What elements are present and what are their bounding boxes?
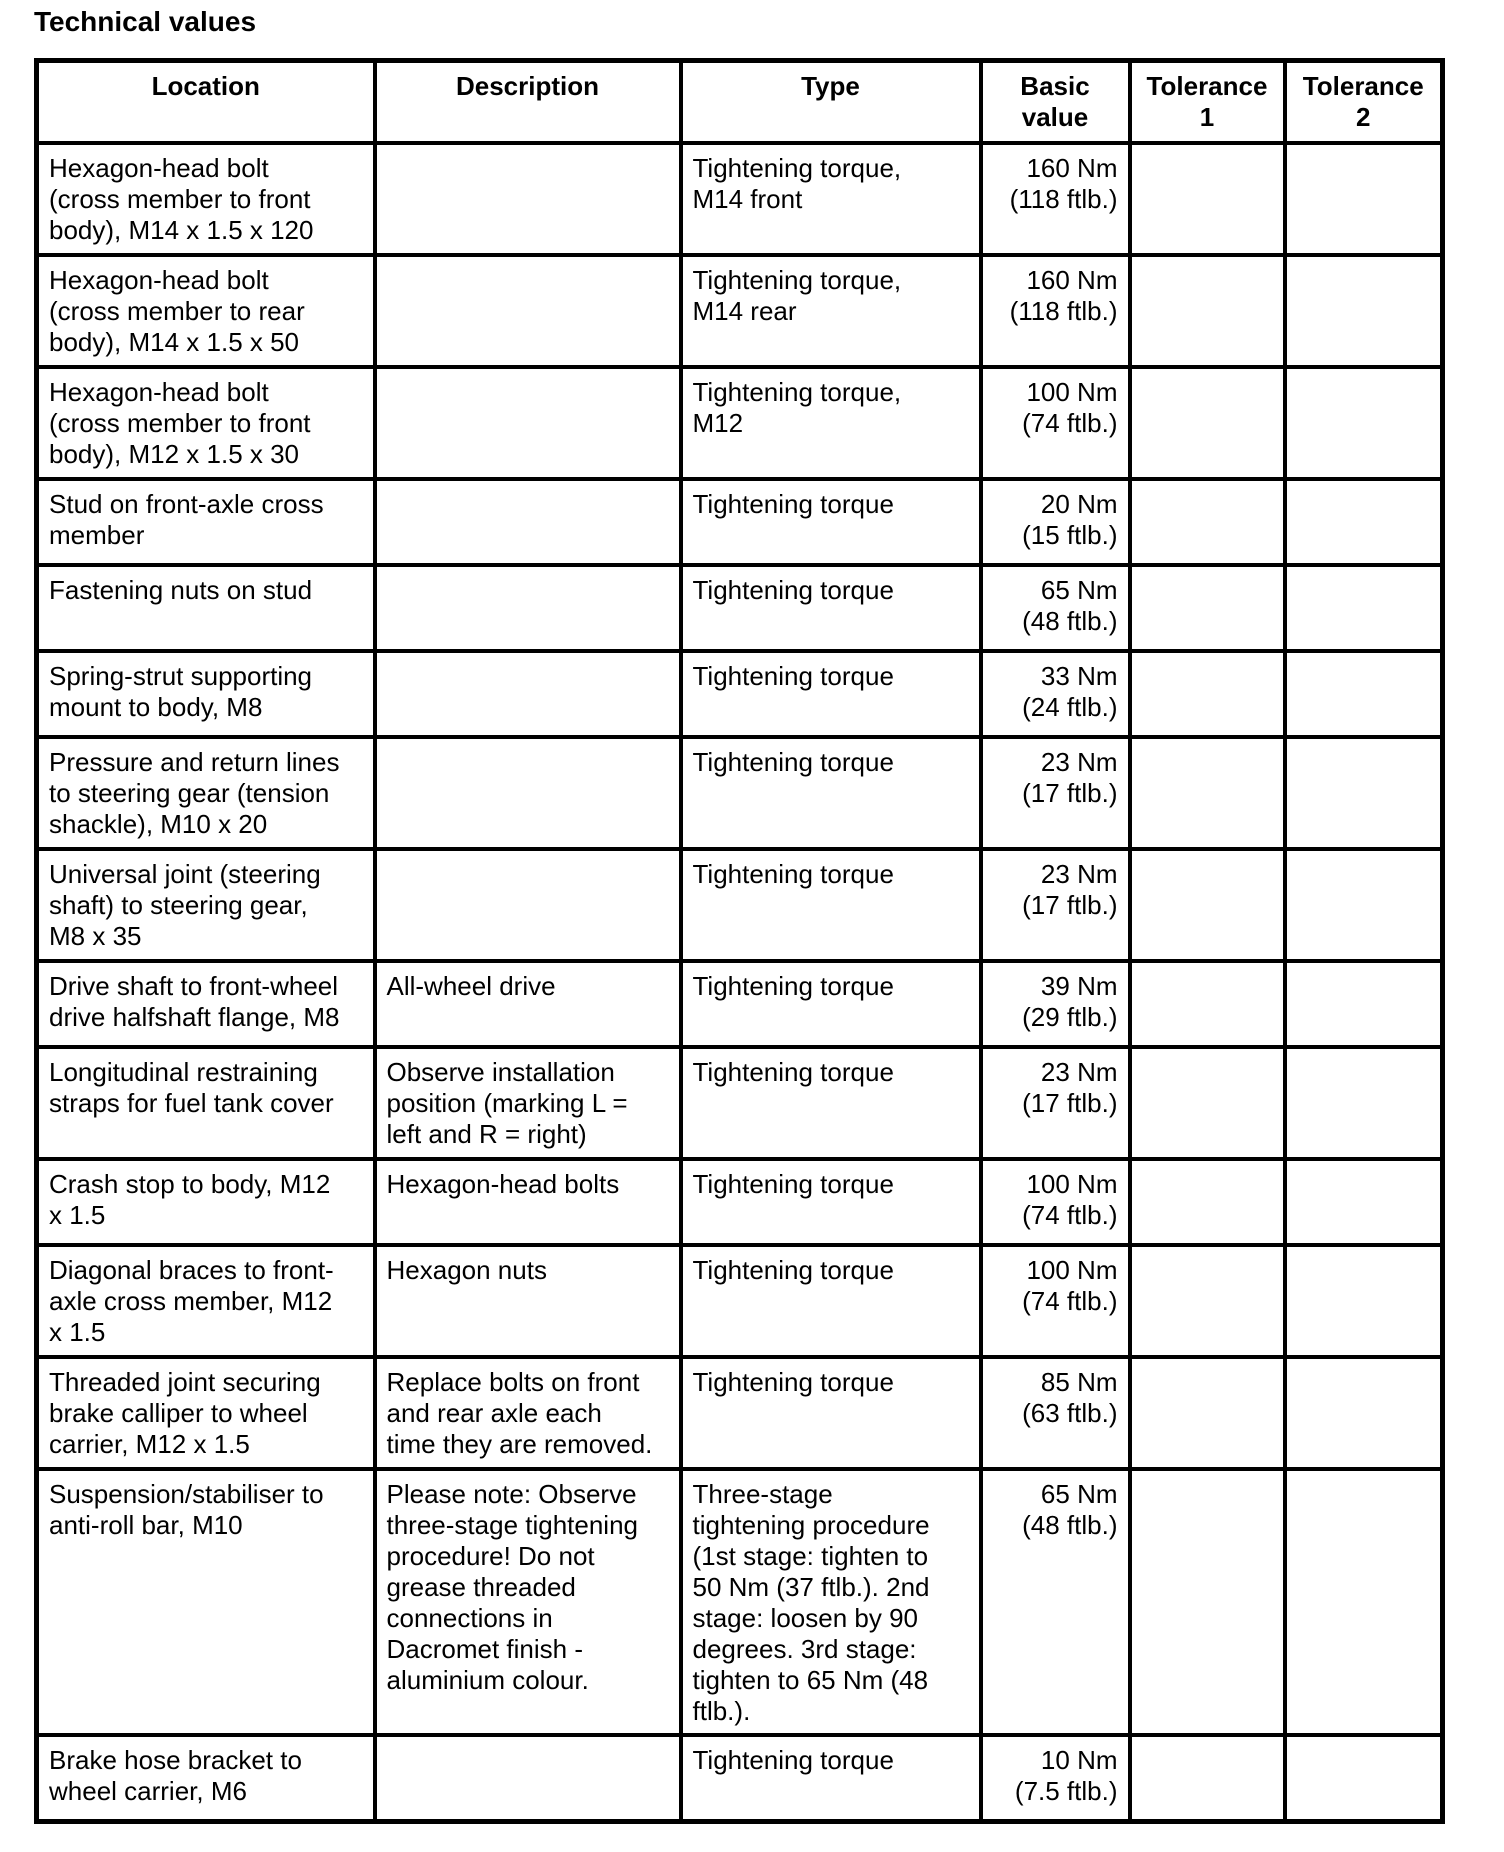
tolerance-2-cell: [1285, 255, 1443, 367]
basic-value-cell: [981, 1357, 1130, 1469]
location-cell: [37, 1469, 375, 1735]
table-row: [37, 1357, 1443, 1469]
column-header-description: Description: [375, 61, 681, 144]
type-cell-text: Tightening torque: [692, 747, 894, 777]
location-cell-text: Longitudinal restraining straps for fuel tank cover: [49, 1057, 334, 1118]
type-cell-text: Tightening torque: [692, 971, 894, 1001]
basic-value-cell: [981, 143, 1130, 255]
basic-value-cell: [981, 1245, 1130, 1357]
location-cell: [37, 1047, 375, 1159]
type-cell: [681, 143, 981, 255]
table-row: [37, 651, 1443, 737]
basic-value-cell-text: 160 Nm (118 ftlb.): [1009, 265, 1118, 326]
type-cell: [681, 651, 981, 737]
type-cell: [681, 479, 981, 565]
table-row: [37, 849, 1443, 961]
tolerance-1-cell: [1130, 479, 1285, 565]
description-cell: [375, 1159, 681, 1245]
basic-value-cell: [981, 849, 1130, 961]
description-cell-text: Hexagon-head bolts: [386, 1169, 620, 1199]
description-cell: [375, 651, 681, 737]
type-cell: [681, 1047, 981, 1159]
basic-value-cell-text: 10 Nm (7.5 ftlb.): [1014, 1745, 1118, 1806]
table-row: [37, 1047, 1443, 1159]
location-cell: [37, 367, 375, 479]
tolerance-2-cell: [1285, 737, 1443, 849]
description-cell-text: Hexagon nuts: [386, 1255, 547, 1285]
location-cell-text: Brake hose bracket to wheel carrier, M6: [49, 1745, 302, 1806]
basic-value-cell: [981, 651, 1130, 737]
location-cell-text: Diagonal braces to front- axle cross member, M12 x 1.5: [49, 1255, 334, 1347]
type-cell: [681, 565, 981, 651]
tolerance-2-cell: [1285, 651, 1443, 737]
tolerance-2-cell: [1285, 1469, 1443, 1735]
tolerance-1-cell: [1130, 1047, 1285, 1159]
description-cell: [375, 849, 681, 961]
tolerance-2-cell: [1285, 479, 1443, 565]
type-cell-text: Tightening torque, M14 rear: [692, 265, 902, 326]
description-cell: [375, 1047, 681, 1159]
tolerance-2-cell: [1285, 1735, 1443, 1822]
tolerance-1-cell: [1130, 367, 1285, 479]
tolerance-2-cell: [1285, 849, 1443, 961]
basic-value-cell-text: 100 Nm (74 ftlb.): [1022, 1255, 1118, 1316]
tolerance-2-cell: [1285, 1245, 1443, 1357]
basic-value-cell: [981, 479, 1130, 565]
description-cell: [375, 479, 681, 565]
type-cell: [681, 367, 981, 479]
location-cell: [37, 479, 375, 565]
location-cell-text: Crash stop to body, M12 x 1.5: [49, 1169, 331, 1230]
basic-value-cell-text: 160 Nm (118 ftlb.): [1009, 153, 1118, 214]
location-cell: [37, 255, 375, 367]
location-cell: [37, 1357, 375, 1469]
location-cell-text: Fastening nuts on stud: [49, 575, 313, 605]
type-cell-text: Tightening torque: [692, 859, 894, 889]
type-cell: [681, 1735, 981, 1822]
type-cell-text: Tightening torque: [692, 661, 894, 691]
type-cell-text: Tightening torque: [692, 1255, 894, 1285]
location-cell: [37, 651, 375, 737]
basic-value-cell-text: 23 Nm (17 ftlb.): [1022, 747, 1118, 808]
tolerance-2-cell: [1285, 565, 1443, 651]
description-cell: [375, 737, 681, 849]
column-header-type: Type: [681, 61, 981, 144]
basic-value-cell: [981, 255, 1130, 367]
type-cell-text: Tightening torque: [692, 1745, 894, 1775]
basic-value-cell-text: 100 Nm (74 ftlb.): [1022, 1169, 1118, 1230]
tolerance-2-cell: [1285, 1159, 1443, 1245]
tolerance-1-cell: [1130, 1357, 1285, 1469]
table-row: [37, 961, 1443, 1047]
tolerance-2-cell: [1285, 367, 1443, 479]
basic-value-cell: [981, 1159, 1130, 1245]
location-cell-text: Hexagon-head bolt (cross member to front body), M12 x 1.5 x 30: [49, 377, 311, 469]
table-row: [37, 1159, 1443, 1245]
tolerance-1-cell: [1130, 1735, 1285, 1822]
technical-values-table: [34, 58, 1445, 1824]
column-header-tolerance-1: Tolerance 1: [1130, 61, 1285, 144]
description-cell: [375, 255, 681, 367]
type-cell: [681, 849, 981, 961]
table-row: [37, 1735, 1443, 1822]
basic-value-cell: [981, 1047, 1130, 1159]
type-cell-text: Tightening torque, M14 front: [692, 153, 902, 214]
basic-value-cell-text: 85 Nm (63 ftlb.): [1022, 1367, 1118, 1428]
location-cell: [37, 737, 375, 849]
location-cell-text: Pressure and return lines to steering gear (tension shackle), M10 x 20: [49, 747, 340, 839]
description-cell-text: Replace bolts on front and rear axle each time they are removed.: [386, 1367, 653, 1459]
description-cell: [375, 1245, 681, 1357]
location-cell: [37, 1245, 375, 1357]
location-cell-text: Suspension/stabiliser to anti-roll bar, M10: [49, 1479, 324, 1540]
tolerance-1-cell: [1130, 1159, 1285, 1245]
table-row: [37, 1245, 1443, 1357]
tolerance-2-cell: [1285, 1357, 1443, 1469]
tolerance-1-cell: [1130, 651, 1285, 737]
basic-value-cell: [981, 961, 1130, 1047]
description-cell-text: Please note: Observe three-stage tightening procedure! Do not grease threaded connections in Dacromet finish - aluminium colour.: [386, 1479, 639, 1695]
table-row: [37, 143, 1443, 255]
type-cell: [681, 1469, 981, 1735]
basic-value-cell-text: 23 Nm (17 ftlb.): [1022, 859, 1118, 920]
location-cell-text: Spring-strut supporting mount to body, M8: [49, 661, 313, 722]
basic-value-cell-text: 33 Nm (24 ftlb.): [1022, 661, 1118, 722]
column-header-basic-value: Basic value: [981, 61, 1130, 144]
location-cell: [37, 143, 375, 255]
description-cell: [375, 961, 681, 1047]
basic-value-cell-text: 23 Nm (17 ftlb.): [1022, 1057, 1118, 1118]
type-cell-text: Tightening torque: [692, 1367, 894, 1397]
type-cell-text: Tightening torque: [692, 575, 894, 605]
location-cell: [37, 565, 375, 651]
table-header-row: [37, 61, 1443, 144]
type-cell-text: Tightening torque: [692, 1169, 894, 1199]
basic-value-cell: [981, 367, 1130, 479]
column-header-tolerance-2: Tolerance 2: [1285, 61, 1443, 144]
description-cell: [375, 143, 681, 255]
location-cell-text: Universal joint (steering shaft) to steering gear, M8 x 35: [49, 859, 321, 951]
tolerance-2-cell: [1285, 143, 1443, 255]
basic-value-cell: [981, 565, 1130, 651]
table-body: [37, 143, 1443, 1822]
basic-value-cell-text: 100 Nm (74 ftlb.): [1022, 377, 1118, 438]
location-cell-text: Hexagon-head bolt (cross member to rear body), M14 x 1.5 x 50: [49, 265, 305, 357]
type-cell-text: Tightening torque: [692, 1057, 894, 1087]
type-cell: [681, 961, 981, 1047]
location-cell: [37, 961, 375, 1047]
tolerance-1-cell: [1130, 143, 1285, 255]
basic-value-cell: [981, 1469, 1130, 1735]
tolerance-1-cell: [1130, 1245, 1285, 1357]
table-row: [37, 1469, 1443, 1735]
description-cell: [375, 1735, 681, 1822]
tolerance-2-cell: [1285, 1047, 1443, 1159]
type-cell: [681, 1357, 981, 1469]
basic-value-cell-text: 20 Nm (15 ftlb.): [1022, 489, 1118, 550]
type-cell: [681, 1245, 981, 1357]
basic-value-cell: [981, 737, 1130, 849]
description-cell: [375, 1357, 681, 1469]
type-cell-text: Three-stage tightening procedure (1st stage: tighten to 50 Nm (37 ftlb.). 2nd stage: loosen by 90 degrees. 3rd stage: tighten to 65 Nm (48 ftlb.).: [692, 1479, 930, 1726]
tolerance-1-cell: [1130, 565, 1285, 651]
type-cell: [681, 1159, 981, 1245]
table-row: [37, 367, 1443, 479]
type-cell: [681, 737, 981, 849]
description-cell: [375, 1469, 681, 1735]
basic-value-cell: [981, 1735, 1130, 1822]
tolerance-1-cell: [1130, 737, 1285, 849]
type-cell-text: Tightening torque, M12: [692, 377, 902, 438]
table-row: [37, 255, 1443, 367]
basic-value-cell-text: 65 Nm (48 ftlb.): [1022, 575, 1118, 636]
tolerance-1-cell: [1130, 255, 1285, 367]
type-cell-text: Tightening torque: [692, 489, 894, 519]
tolerance-1-cell: [1130, 1469, 1285, 1735]
page-title: Technical values: [34, 6, 257, 37]
location-cell: [37, 1735, 375, 1822]
basic-value-cell-text: 65 Nm (48 ftlb.): [1022, 1479, 1118, 1540]
location-cell: [37, 849, 375, 961]
location-cell-text: Threaded joint securing brake calliper to wheel carrier, M12 x 1.5: [49, 1367, 321, 1459]
location-cell: [37, 1159, 375, 1245]
table-row: [37, 479, 1443, 565]
tolerance-2-cell: [1285, 961, 1443, 1047]
location-cell-text: Hexagon-head bolt (cross member to front body), M14 x 1.5 x 120: [49, 153, 314, 245]
type-cell: [681, 255, 981, 367]
description-cell-text: Observe installation position (marking L = left and R = right): [386, 1057, 628, 1149]
description-cell: [375, 367, 681, 479]
table-row: [37, 565, 1443, 651]
location-cell-text: Stud on front-axle cross member: [49, 489, 324, 550]
tolerance-1-cell: [1130, 961, 1285, 1047]
column-header-location: Location: [37, 61, 375, 144]
table-row: [37, 737, 1443, 849]
basic-value-cell-text: 39 Nm (29 ftlb.): [1022, 971, 1118, 1032]
tolerance-1-cell: [1130, 849, 1285, 961]
description-cell: [375, 565, 681, 651]
description-cell-text: All-wheel drive: [386, 971, 556, 1001]
location-cell-text: Drive shaft to front-wheel drive halfshaft flange, M8: [49, 971, 340, 1032]
